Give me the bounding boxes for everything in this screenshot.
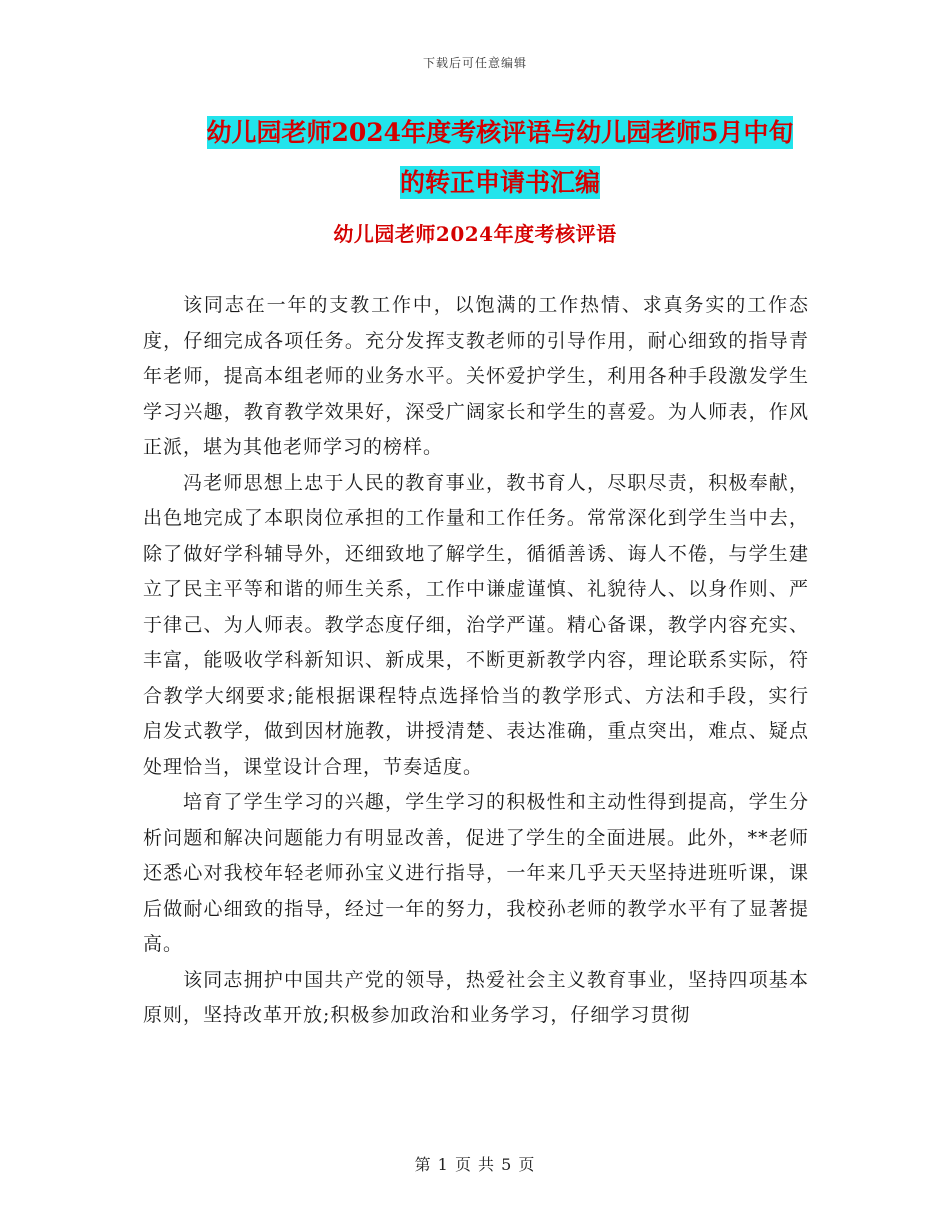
paragraph: 冯老师思想上忠于人民的教育事业，教书育人，尽职尽责，积极奉献，出色地完成了本职岗位承担的工作量和工作任务。常常深化到学生当中去，除了做好学科辅导外，还细致地了解学生，循循善诱、诲人不倦，与学生建立了民主平等和谐的师生关系，工作中谦虚谨慎、礼貌待人、以身作则、严于律己、为人师表。教学态度仔细，治学严谨。精心备课，教学内容充实、丰富，能吸收学科新知识、新成果，不断更新教学内容，理论联系实际，符合教学大纲要求;能根据课程特点选择恰当的教学形式、方法和手段，实行启发式教学，做到因材施教，讲授清楚、表达准确，重点突出，难点、疑点处理恰当，课堂设计合理，节奏适度。 xyxy=(143,471,809,778)
paragraph: 该同志拥护中国共产党的领导，热爱社会主义教育事业，坚持四项基本原则，坚持改革开放;积极参加政治和业务学习，仔细学习贯彻 xyxy=(143,968,809,1026)
document-body xyxy=(143,288,809,1034)
document-title-line1: 幼儿园老师2024年度考核评语与幼儿园老师5月中旬 xyxy=(206,118,794,147)
paragraph: 该同志在一年的支教工作中，以饱满的工作热情、求真务实的工作态度，仔细完成各项任务。充分发挥支教老师的引导作用，耐心细致的指导青年老师，提高本组老师的业务水平。关怀爱护学生，利用各种手段激发学生学习兴趣，教育教学效果好，深受广阔家长和学生的喜爱。为人师表，作风正派，堪为其他老师学习的榜样。 xyxy=(143,294,809,458)
document-title xyxy=(100,108,900,208)
document-title-line2: 的转正申请书汇编 xyxy=(399,168,600,197)
paragraph: 培育了学生学习的兴趣，学生学习的积极性和主动性得到提高，学生分析问题和解决问题能力有明显改善，促进了学生的全面进展。此外，**老师还悉心对我校年轻老师孙宝义进行指导，一年来几乎天天坚持进班听课，课后做耐心细致的指导，经过一年的努力，我校孙老师的教学水平有了显著提高。 xyxy=(143,791,809,955)
section-title: 幼儿园老师2024年度考核评语 xyxy=(333,222,617,246)
header-note: 下载后可任意编辑 xyxy=(422,56,527,70)
page-number: 第 1 页 共 5 页 xyxy=(414,1155,536,1174)
